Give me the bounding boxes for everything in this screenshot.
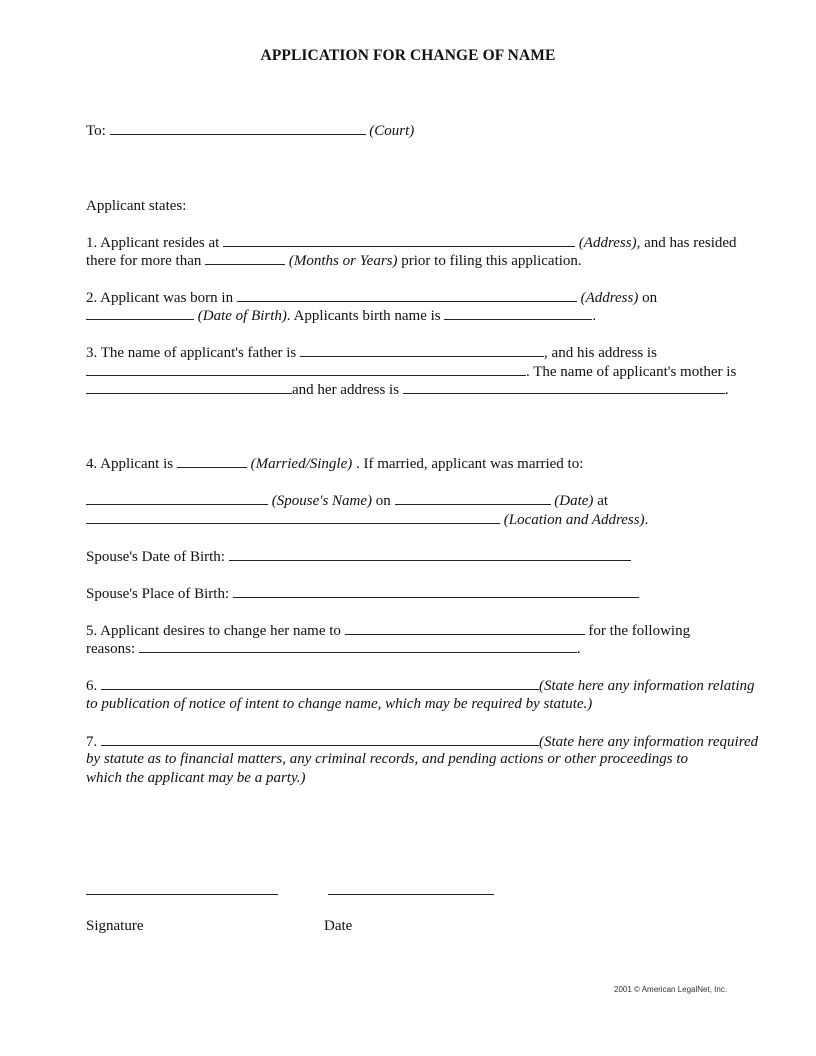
p2-line-2: (Date of Birth). Applicants birth name is . — [86, 306, 596, 325]
address-field[interactable] — [223, 233, 575, 247]
date-field[interactable] — [328, 894, 494, 895]
spouse-dob-field[interactable] — [229, 547, 631, 561]
p3-line-3: and her address is . — [86, 380, 729, 399]
p6-line-1: 6. (State here any information relating — [86, 678, 755, 694]
p7-line-1: 7. (State here any information required — [86, 734, 759, 750]
signature-label: Signature — [86, 918, 144, 934]
spouse-dob-line: Spouse's Date of Birth: — [86, 547, 631, 566]
p7-line-3: which the applicant may be a party.) — [86, 770, 306, 786]
publication-info-field[interactable] — [101, 676, 539, 690]
copyright-footer: 2001 © American LegalNet, Inc. — [614, 985, 728, 994]
marital-status-field[interactable] — [177, 454, 247, 468]
father-address-field[interactable] — [86, 362, 526, 376]
date-of-birth-field[interactable] — [86, 306, 194, 320]
p7-line-2: by statute as to financial matters, any criminal records, and pending actions or other proceedings to — [86, 751, 689, 767]
p1-line-1: 1. Applicant resides at (Address), and has resided — [86, 235, 737, 251]
p3-line-1: 3. The name of applicant's father is , and his address is — [86, 345, 657, 361]
to-court-line — [86, 121, 414, 140]
spouse-name-field[interactable] — [86, 491, 268, 505]
court-hint: (Court) — [369, 123, 415, 139]
p4-line-3: (Location and Address). — [86, 510, 648, 529]
statutory-info-field[interactable] — [101, 732, 539, 746]
birthplace-field[interactable] — [237, 288, 577, 302]
birth-name-field[interactable] — [444, 306, 592, 320]
date-label: Date — [324, 918, 353, 934]
residency-duration-field[interactable] — [205, 251, 285, 265]
marriage-location-field[interactable] — [86, 510, 500, 524]
applicant-states: Applicant states: — [86, 198, 187, 214]
p4-line-2: (Spouse's Name) on (Date) at — [86, 491, 608, 510]
p5-line-2: reasons: . — [86, 641, 581, 657]
p2-line-1: 2. Applicant was born in (Address) on — [86, 290, 658, 306]
new-name-field[interactable] — [345, 621, 585, 635]
p3-line-2: . The name of applicant's mother is — [86, 362, 736, 381]
p4-line-1: 4. Applicant is (Married/Single) . If married, applicant was married to: — [86, 456, 584, 472]
p5-line-1: 5. Applicant desires to change her name to for the following — [86, 623, 691, 639]
spouse-pob-field[interactable] — [233, 584, 639, 598]
signature-field[interactable] — [86, 894, 278, 895]
page-title: APPLICATION FOR CHANGE OF NAME — [260, 47, 556, 64]
p6-line-2: to publication of notice of intent to change name, which may be required by statute.) — [86, 696, 593, 712]
mother-address-field[interactable] — [403, 380, 725, 394]
marriage-date-field[interactable] — [395, 491, 551, 505]
reasons-field[interactable] — [139, 639, 577, 653]
p1-line-2: there for more than (Months or Years) prior to filing this application. — [86, 253, 582, 269]
mother-name-field[interactable] — [86, 380, 292, 394]
court-field[interactable] — [110, 121, 366, 135]
to-label: To: — [86, 123, 106, 139]
spouse-pob-line: Spouse's Place of Birth: — [86, 584, 639, 603]
father-name-field[interactable] — [300, 343, 544, 357]
